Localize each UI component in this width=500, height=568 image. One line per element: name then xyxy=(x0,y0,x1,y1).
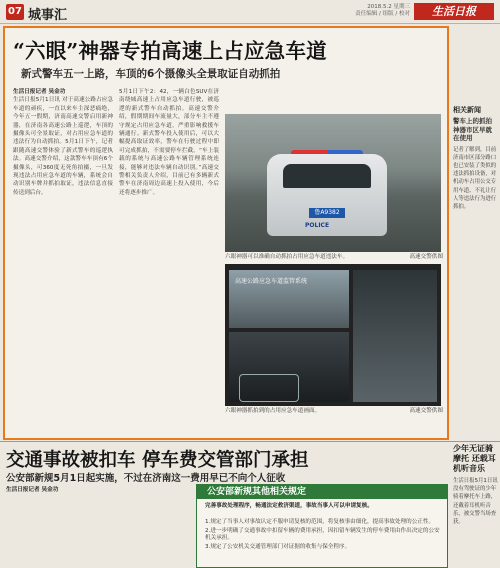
photo2-credit: 高速交警供图 xyxy=(409,408,443,414)
police-label: POLICE xyxy=(305,222,330,229)
feature-headline: “六眼”神器专拍高速上占应急车道 xyxy=(13,39,327,63)
byline: 生活日报记者 吴金功 xyxy=(13,89,66,95)
related-rules-list xyxy=(205,519,441,552)
screen-view-bottom xyxy=(229,332,349,402)
related-rules-box xyxy=(196,484,448,568)
screen-title: 高速公路应急车道监管系统 xyxy=(235,278,308,285)
side-news-text: 记者了解到，目前济南市区部分路口也已安装了类似的违法抓拍设备，对机动车占用公交专用车道、不礼让行人等违法行为进行抓拍。 xyxy=(453,146,497,210)
feature-article xyxy=(3,26,449,440)
rule-item: 1.规定了当事人对事故认定不服申请复核的范围，将复核事由细化，提高事故处理的公正性。 xyxy=(205,519,435,525)
side-brief-column xyxy=(453,444,498,568)
police-car-photo xyxy=(225,114,441,252)
screen-view-top xyxy=(229,270,349,328)
section-name: 城事汇 xyxy=(28,8,68,23)
byline: 生活日报记者 吴金功 xyxy=(6,487,59,493)
related-rules-intro: 完善事故处理程序，畅通法定救济渠道，事故当事人可以申请复核。 xyxy=(205,503,373,509)
article-column-2 xyxy=(119,88,219,434)
column-text: 5月1日下午2：42，一辆白色SUV在济南绕城高速上占用应急车道行驶，被巡逻的新式警车自动抓拍。高速交警介绍，假期期间车流量大，部分车主不遵守规定占用应急车道，严重影响救援车辆通行。新式警车投入使用后，可以大幅提高取证效率，警车在行驶过程中即可完成抓拍，不需要停车拦截。“车上装载的系统与高速公路车辆管理系统连接，能够对违法车辆自动识别。”高速交警相关负责人介绍，目前已有多辆新式警车在济南周边高速上投入使用，今后还将逐步推广。 xyxy=(119,89,219,196)
license-plate: 鲁A9382 xyxy=(309,208,345,218)
feature-subhead: 新式警车五一上路，车顶的6个摄像头全景取证自动抓拍 xyxy=(21,68,281,80)
lower-column-1 xyxy=(6,486,94,568)
monitor-screen-photo xyxy=(225,264,441,406)
side-brief-text: 生活日报5月1日讯 没有驾驶证的少年骑着摩托车上路，还戴着耳机听音乐，被交警当场查获。 xyxy=(453,478,498,526)
article-column-1 xyxy=(13,88,113,434)
side-news-label: 相关新闻 xyxy=(453,106,481,114)
issue-date: 2018.5.2 星期三 xyxy=(367,4,410,10)
lower-subhead: 公安部新规5月1日起实施，不过在济南这一费用早已不向个人征收 xyxy=(6,473,286,484)
rule-item: 3.规定了公安机关交通管理部门对证据的收集与保全程序。 xyxy=(205,543,351,550)
section-divider xyxy=(0,441,500,442)
masthead xyxy=(0,0,500,24)
dateline xyxy=(290,4,410,18)
rule-item: 2.进一步明确了交通事故中扣留车辆的费用承担，因扣留车辆发生的停车费用由作出决定的公安机关承担。 xyxy=(205,527,440,542)
column-text: 生活日报5月1日讯 对于高速公路占应急车道的顽疾，一直以来车主深恶痛绝，今年五一假期，济南高速交警启用新神器，在济南各高速公路上巡逻，车顶的摄像头可全景取证，对占用应急车道的违法行为自动抓拍。5月1日下午，记者跟随高速交警体验了新式警车的巡逻执法。高速交警介绍，这款警车车顶有6个摄像头，可360度无死角拍摄，一旦发现违法占用应急车道的车辆，系统会自动识别车牌并抓拍取证，违法信息直接传送到后台。 xyxy=(13,97,113,196)
newspaper-logo: 生活日报 xyxy=(414,3,494,20)
photo1-caption: 六眼神器可以准确自动抓拍占用应急车道违法车。 xyxy=(225,254,349,260)
side-news-column xyxy=(453,26,498,440)
lower-article xyxy=(0,444,450,568)
related-rules-title: 公安部新规其他相关规定 xyxy=(197,485,447,499)
photo2-caption: 六眼神器抓拍到的占用应急车道画面。 xyxy=(225,408,321,414)
screen-view-side xyxy=(353,270,437,402)
lower-headline: 交通事故被扣车 停车费交管部门承担 xyxy=(6,450,309,471)
dashboard-outline xyxy=(239,374,299,402)
side-news-headline: 警车上的抓拍神器市区早就在使用 xyxy=(453,117,492,142)
car-rear-window xyxy=(283,164,371,188)
side-brief-headline: 少年无证骑摩托 还载耳机听音乐 xyxy=(453,444,496,473)
editors-line: 责任编辑 / 组版 / 校对 xyxy=(355,11,410,17)
photo1-credit: 高速交警供图 xyxy=(409,254,443,260)
section-number: 07 xyxy=(6,4,24,20)
